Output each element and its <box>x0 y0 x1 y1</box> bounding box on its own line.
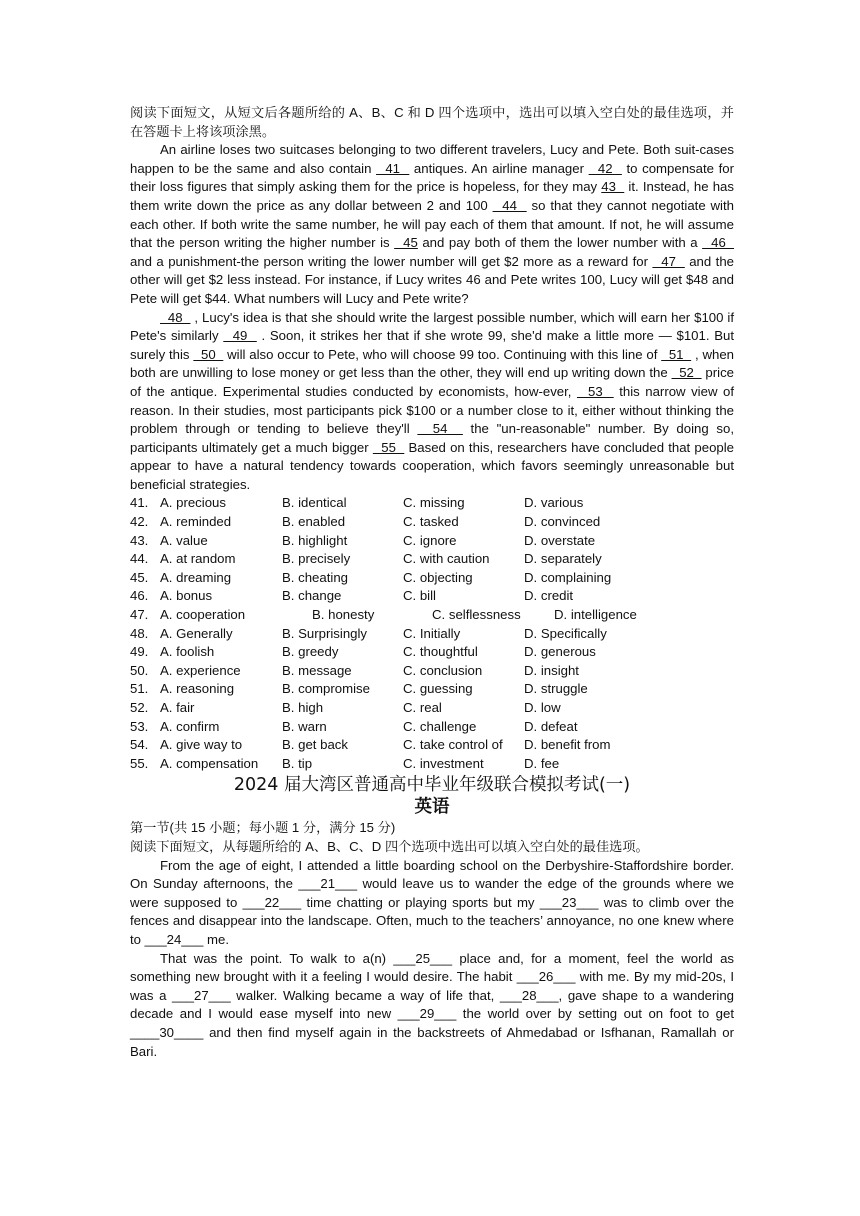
question-number: 53. <box>130 718 149 734</box>
passage1-paragraph-1 <box>130 141 734 308</box>
option-c: C. with caution <box>403 551 490 567</box>
option-row <box>130 625 734 644</box>
option-b: B. Surprisingly <box>282 625 368 641</box>
passage-text: and a punishment-the person writing the lower number will get $2 more as a reward for <box>130 253 653 269</box>
subject-title: 英语 <box>414 797 450 818</box>
option-b: B. message <box>282 662 352 678</box>
option-a: A. reasoning <box>160 681 235 697</box>
passage-text: the "un-reasonable" number. By doing so, participants ultimately get a much bigger <box>130 421 734 455</box>
passage-text: this narrow view of reason. In their studies, most participants pick $100 or a number close to it, either without thinking the problem through or tending to believe they'll <box>130 383 734 437</box>
option-c: C. Initially <box>403 625 461 641</box>
passage-text: to compensate for their loss figures that simply asking them for the price is hopeless, for they may <box>130 160 734 195</box>
passage-text: and pay both of them the lower number with a <box>417 235 703 251</box>
option-d: D. benefit from <box>524 737 611 753</box>
passage1-paragraph-2 <box>130 309 734 495</box>
option-a: A. confirm <box>160 718 220 734</box>
option-a: A. compensation <box>160 755 259 771</box>
question-number: 52. <box>130 700 149 715</box>
blank-number: 42 <box>588 160 622 176</box>
option-row <box>130 662 734 681</box>
option-c: C. challenge <box>403 718 477 734</box>
passage-text: will also occur to Pete, who will choose 99 too. Continuing with this line of <box>223 346 662 362</box>
option-d: D. low <box>524 700 561 715</box>
option-c: C. take control of <box>403 737 503 753</box>
blank-number: 51 <box>661 346 692 362</box>
option-a: A. foolish <box>160 644 215 660</box>
option-c: C. thoughtful <box>403 644 478 660</box>
question-number: 42. <box>130 514 149 530</box>
option-d: D. credit <box>524 588 574 604</box>
section2-heading: 第一节(共 15 小题；每小题 1 分，满分 15 分) <box>130 820 396 836</box>
passage-text: and the other will get $2 less instead. For instance, if Lucy writes 46 and Pete writes 100, Lucy will get $48 and Pete will get $44. What numbers will Lucy and Pete write? <box>130 253 734 306</box>
option-row <box>130 587 734 606</box>
blank-number: 53 <box>576 383 614 399</box>
question-number: 45. <box>130 569 149 585</box>
option-c: C. selflessness <box>432 607 521 623</box>
option-c: C. investment <box>403 755 484 771</box>
question-number: 51. <box>130 681 149 697</box>
option-c: C. objecting <box>403 569 473 585</box>
option-row <box>130 532 734 551</box>
exam-title: 2024 届大湾区普通高中毕业年级联合模拟考试(一) <box>233 775 631 796</box>
option-b: B. change <box>282 588 342 604</box>
section1-instruction: 阅读下面短文，从短文后各题所给的 A、B、C 和 D 四个选项中，选出可以填入空白处的最佳选项，并在答题卡上将该项涂黑。 <box>130 105 734 139</box>
options-list <box>130 494 734 773</box>
blank-number: 54 <box>417 421 463 437</box>
option-c: C. guessing <box>403 681 473 697</box>
passage-text: antiques. An airline manager <box>409 160 589 176</box>
option-d: D. Specifically <box>524 625 607 641</box>
option-b: B. highlight <box>282 532 348 548</box>
option-a: A. fair <box>160 700 195 715</box>
option-a: A. give way to <box>160 737 243 753</box>
option-row <box>130 718 734 737</box>
option-a: A. reminded <box>160 514 232 530</box>
question-number: 43. <box>130 532 149 548</box>
option-a: A. at random <box>160 551 236 567</box>
passage-text: it. Instead, he has them write down the price as any dollar between 2 and 100 <box>130 179 734 213</box>
question-number: 44. <box>130 551 149 567</box>
option-a: A. experience <box>160 662 241 678</box>
option-d: D. struggle <box>524 681 588 697</box>
option-row <box>130 755 734 774</box>
option-row <box>130 606 734 625</box>
option-a: A. value <box>160 532 208 548</box>
option-row <box>130 736 734 755</box>
blank-number: 46 <box>702 235 734 251</box>
option-b: B. high <box>282 700 324 715</box>
passage-text: price of the antique. Experimental studies conducted by economists, how-ever, <box>130 365 735 399</box>
option-a: A. cooperation <box>160 607 246 623</box>
option-d: D. overstate <box>524 532 596 548</box>
option-d: D. insight <box>524 662 579 678</box>
question-number: 48. <box>130 625 149 641</box>
passage-text: , Lucy's idea is that she should write the largest possible number, which will earn her $100 if Pete's similarly <box>130 309 734 344</box>
blank-number: 55 <box>372 439 405 455</box>
passage-text: . Soon, it strikes her that if she wrote 99, she'd make a little more — $101. But surely this <box>130 328 734 362</box>
question-number: 54. <box>130 737 149 753</box>
option-d: D. separately <box>524 551 602 567</box>
option-row <box>130 643 734 662</box>
option-b: B. cheating <box>282 569 348 585</box>
option-c: C. missing <box>403 495 465 511</box>
option-row <box>130 569 734 588</box>
option-b: B. compromise <box>282 681 370 697</box>
question-number: 41. <box>130 495 149 511</box>
option-row <box>130 550 734 569</box>
option-row <box>130 699 734 718</box>
blank-number: 47 <box>652 253 685 269</box>
option-row <box>130 513 734 532</box>
blank-number: 45 <box>394 235 418 251</box>
option-a: A. dreaming <box>160 569 232 585</box>
section2-instruction: 阅读下面短文，从每题所给的 A、B、C、D 四个选项中选出可以填入空白处的最佳选项。 <box>130 838 649 854</box>
option-d: D. defeat <box>524 718 578 734</box>
option-c: C. real <box>403 700 442 715</box>
blank-number: 49 <box>223 328 257 344</box>
exam-page <box>130 104 734 1061</box>
question-number: 49. <box>130 644 149 660</box>
option-a: A. Generally <box>160 625 233 641</box>
question-number: 47. <box>130 607 149 623</box>
option-b: B. honesty <box>312 607 375 623</box>
option-b: B. greedy <box>282 644 339 660</box>
option-a: A. precious <box>160 495 226 511</box>
question-number: 50. <box>130 662 149 678</box>
option-d: D. complaining <box>524 569 612 585</box>
passage2-paragraph-1: From the age of eight, I attended a little boarding school on the Derbyshire-Staffordshire border. On Sunday afternoons, the ___21___ would leave us to wander the edge of the grounds where we were supposed to ___22___ time chatting or playing sports but my ___23___ was to climb over the fences and disappear into the landscape. Often, much to the teachers’ annoyance, no one knew where to ___24___ me. <box>130 857 734 947</box>
option-d: D. fee <box>524 755 560 771</box>
option-c: C. ignore <box>403 532 457 548</box>
option-c: C. bill <box>403 588 436 604</box>
option-d: D. generous <box>524 644 596 660</box>
passage-text: so that they cannot negotiate with each other. If both write the same number, he will pay each of them that amount. If not, he will assume that the person writing the higher number is <box>130 197 734 251</box>
blank-number: 43 <box>601 179 625 195</box>
option-b: B. enabled <box>282 514 346 530</box>
option-d: D. various <box>524 495 584 511</box>
passage-text: , when both are unwilling to lose money or get less than the other, they will end up writing down the <box>130 346 734 381</box>
option-b: B. get back <box>282 737 348 753</box>
blank-number: 48 <box>160 309 191 325</box>
option-b: B. tip <box>282 755 313 771</box>
blank-number: 41 <box>376 160 410 176</box>
option-b: B. precisely <box>282 551 351 567</box>
blank-number: 50 <box>193 346 224 362</box>
blank-number: 44 <box>492 197 527 213</box>
passage-text: Based on this, researchers have concluded that people appear to have a natural tendency towards cooperation, which favors seemingly unreasonable but beneficial strategies. <box>130 439 735 492</box>
option-a: A. bonus <box>160 588 213 604</box>
passage-text: An airline loses two suitcases belonging to two different travelers, Lucy and Pete. Both suit-cases happen to be the same and also contain <box>130 142 734 176</box>
blank-number: 52 <box>671 365 702 381</box>
option-c: C. conclusion <box>403 662 483 678</box>
option-b: B. warn <box>282 718 327 734</box>
option-row <box>130 494 734 513</box>
question-number: 46. <box>130 588 149 604</box>
option-b: B. identical <box>282 495 347 511</box>
option-c: C. tasked <box>403 514 459 530</box>
question-number: 55. <box>130 755 149 771</box>
option-d: D. intelligence <box>554 607 637 623</box>
option-d: D. convinced <box>524 514 601 530</box>
passage2-paragraph-2: That was the point. To walk to a(n) ___25___ place and, for a moment, feel the world as something new brought with it a feeling I would desire. The habit ___26___ with me. By my mid-20s, I was a ___27___ walker. Walking became a way of life that, ___28___, gave shape to a wandering decade and I would ease myself into new ___29___ the world over by setting out on foot to get ____30____ and then find myself again in the backstreets of Ahmedabad or Isfhanan, Ramallah or Bari. <box>130 950 734 1059</box>
option-row <box>130 680 734 699</box>
